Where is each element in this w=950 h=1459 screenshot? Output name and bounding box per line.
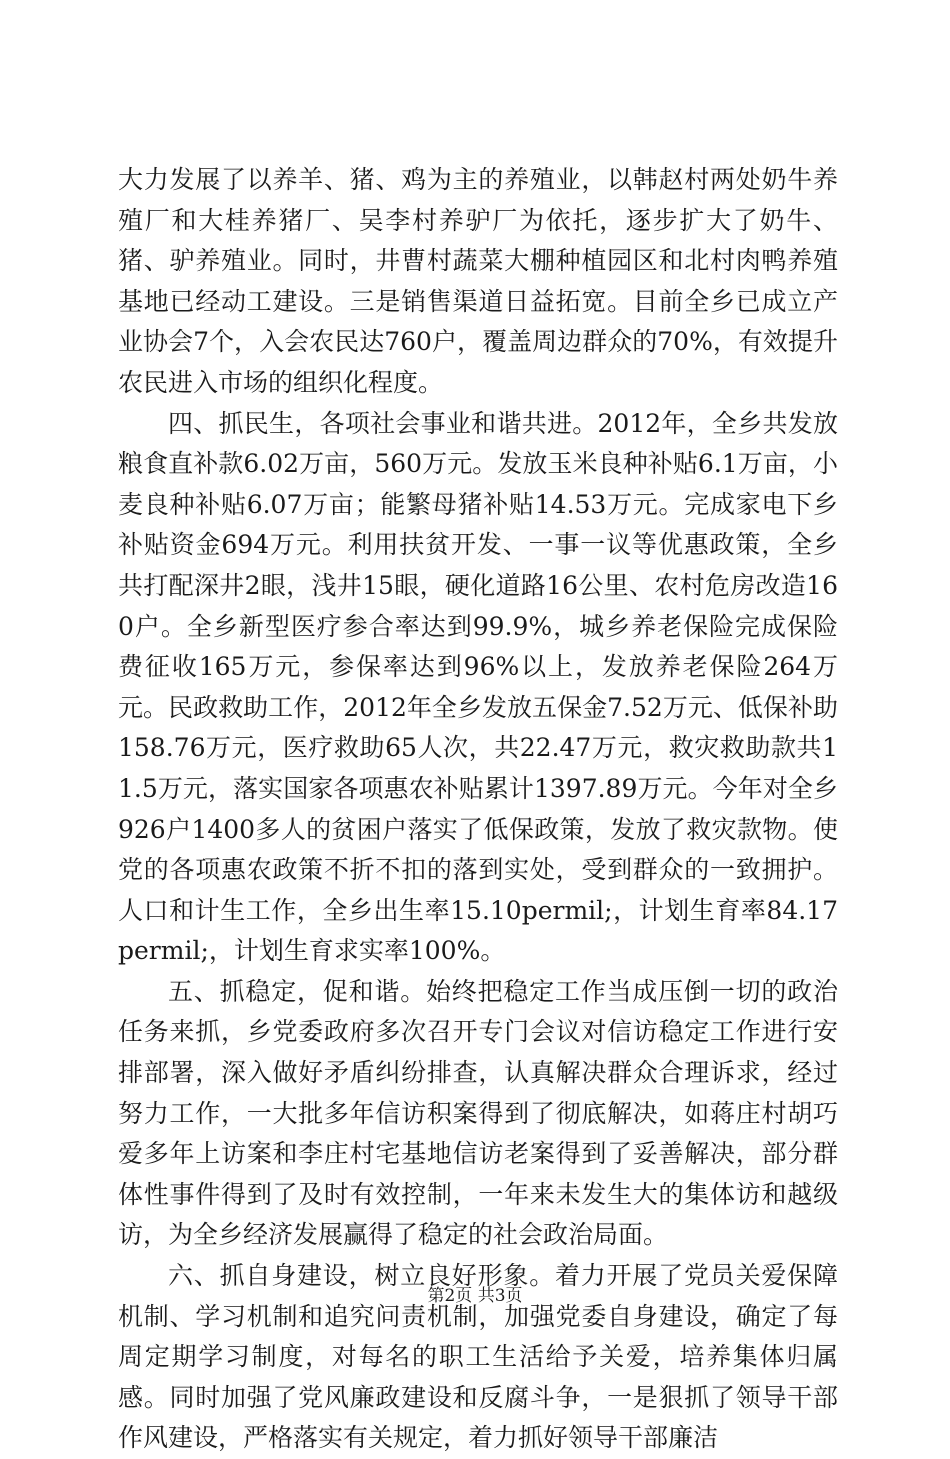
paragraph-stability: 五、抓稳定，促和谐。始终把稳定工作当成压倒一切的政治任务来抓，乡党委政府多次召开专门会议对信访稳定工作进行安排部署，深入做好矛盾纠纷排查，认真解决群众合理诉求，经过努力工作，一大批多年信访积案得到了彻底解决，如蒋庄村胡巧爱多年上访案和李庄村宅基地信访老案得到了妥善解决，部分群体性事件得到了及时有效控制，一年来未发生大的集体访和越级访，为全乡经济发展赢得了稳定的社会政治局面。: [118, 976, 838, 1250]
paragraph-livelihood: 四、抓民生，各项社会事业和谐共进。2012年，全乡共发放粮食直补款6.02万亩，560万元。发放玉米良种补贴6.1万亩，小麦良种补贴6.07万亩；能繁母猪补贴14.53万元。完成家电下乡补贴资金694万元。利用扶贫开发、一事一议等优惠政策，全乡共打配深井2眼，浅井15眼，硬化道路16公里、农村危房改造160户。全乡新型医疗参合率达到99.9%，城乡养老保险完成保险费征收165万元，参保率达到96%以上，发放养老保险264万元。民政救助工作，2012年全乡发放五保金7.52万元、低保补助158.76万元，医疗救助65人次，共22.47万元，救灾救助款共11.5万元，落实国家各项惠农补贴累计1397.89万元。今年对全乡926户1400多人的贫困户落实了低保政策，发放了救灾款物。使党的各项惠农政策不折不扣的落到实处，受到群众的一致拥护。人口和计生工作，全乡出生率15.10permil;，计划生育率84.17permil;，计划生育求实率100%。: [118, 408, 838, 966]
paragraph-livestock-farming: 大力发展了以养羊、猪、鸡为主的养殖业，以韩赵村两处奶牛养殖厂和大桂养猪厂、吴李村养驴厂为依托，逐步扩大了奶牛、猪、驴养殖业。同时，井曹村蔬菜大棚种植园区和北村肉鸭养殖基地已经动工建设。三是销售渠道日益拓宽。目前全乡已成立产业协会7个，入会农民达760户，覆盖周边群众的70%，有效提升农民进入市场的组织化程度。: [118, 165, 838, 397]
page-number-footer: 第2页 共3页: [427, 1286, 523, 1306]
paragraph-self-building: 六、抓自身建设，树立良好形象。着力开展了党员关爱保障机制、学习机制和追究问责机制，加强党委自身建设，确定了每周定期学习制度，对每名的职工生活给予关爱，培养集体归属感。同时加强了党风廉政建设和反腐斗争，一是狠抓了领导干部作风建设，严格落实有关规定，着力抓好领导干部廉洁: [118, 1261, 838, 1453]
document-body: [118, 160, 838, 1459]
